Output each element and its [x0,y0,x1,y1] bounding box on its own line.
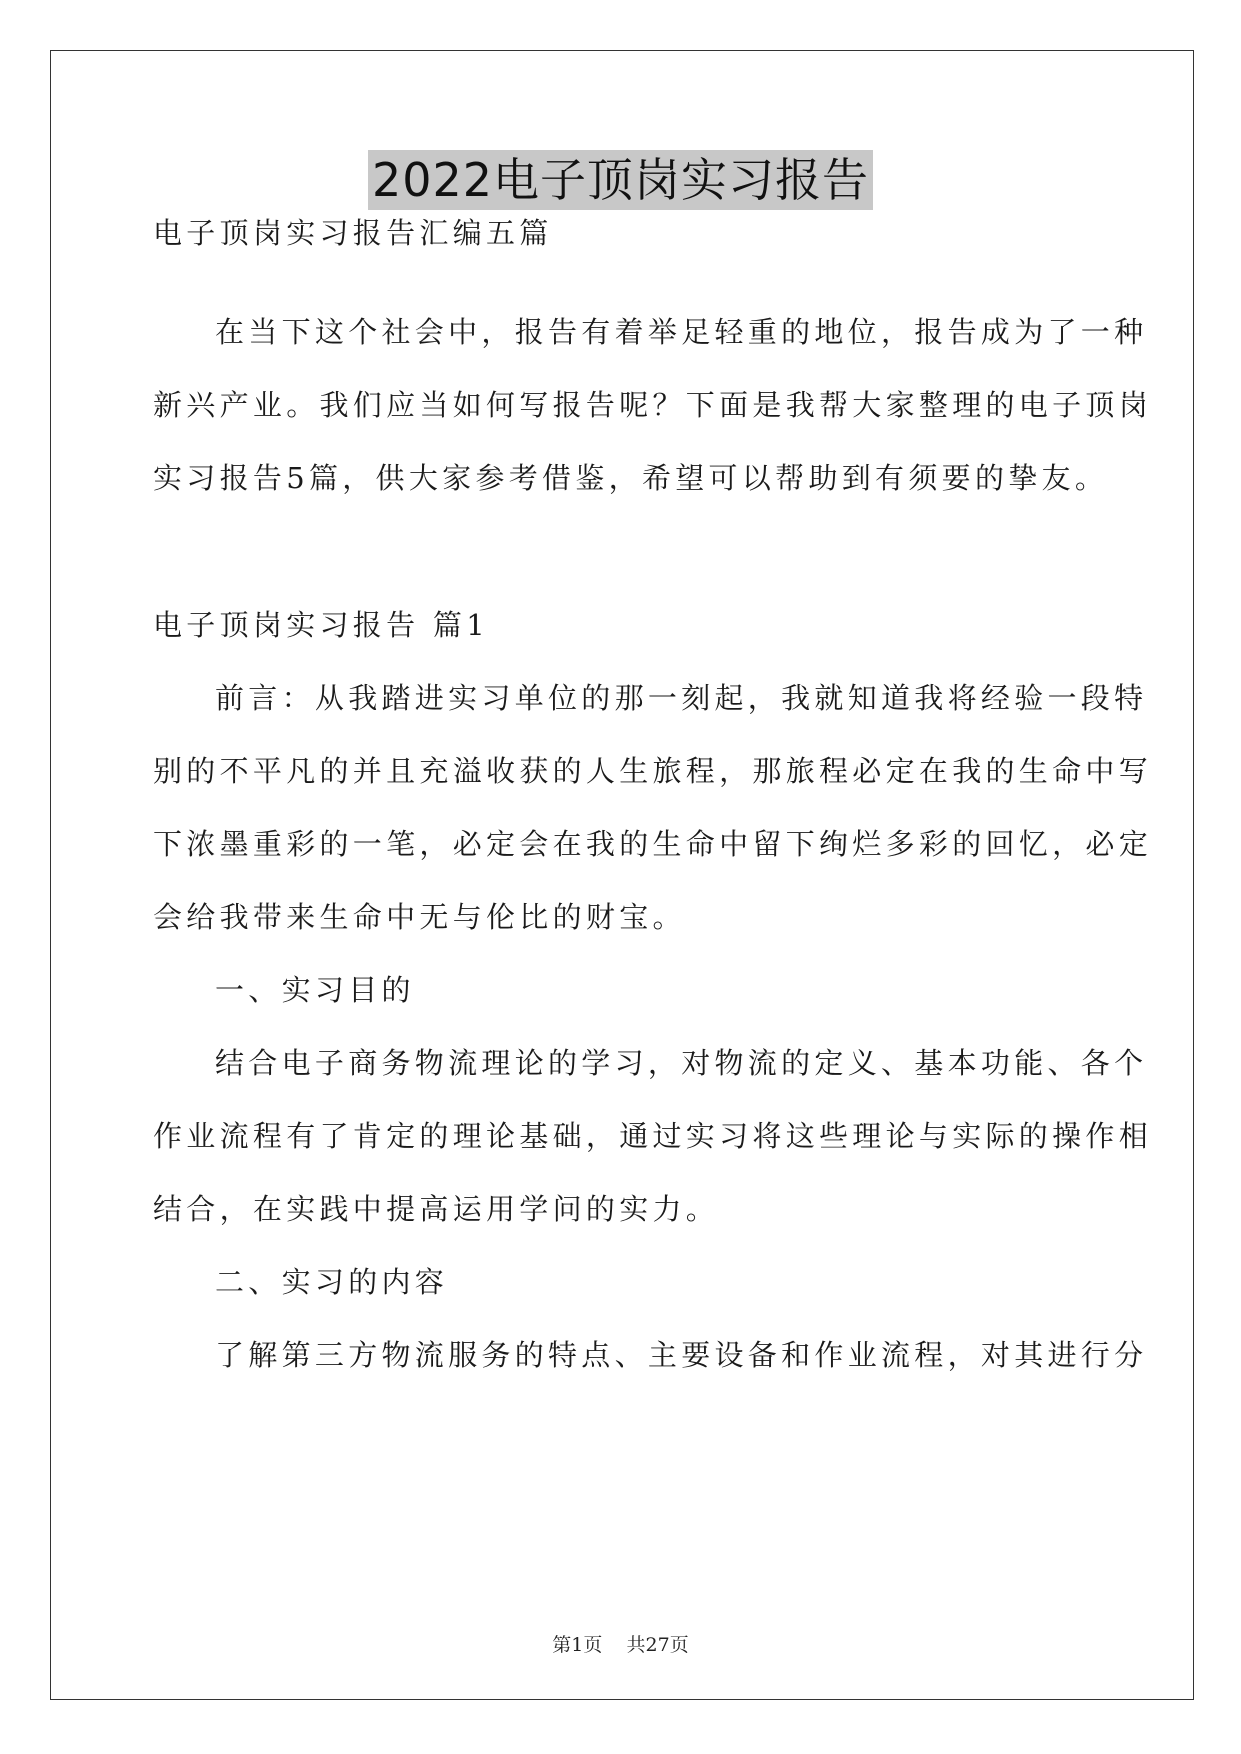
page-footer [0,1630,1241,1657]
title-container [0,150,1241,210]
document-title: 2022电子顶岗实习报告 [368,150,873,210]
page-border [50,50,1194,1700]
heading-purpose: 一、实习目的 [215,973,415,1007]
purpose-line: 结合，在实践中提高运用学问的实力。 [153,1192,720,1226]
intro-line: 实习报告5篇，供大家参考借鉴，希望可以帮助到有须要的挚友。 [153,461,1109,495]
intro-line: 在当下这个社会中，报告有着举足轻重的地位，报告成为了一种 [215,315,1148,349]
intro-line: 新兴产业。我们应当如何写报告呢？下面是我帮大家整理的电子顶岗 [153,388,1153,422]
purpose-line: 作业流程有了肯定的理论基础，通过实习将这些理论与实际的操作相 [153,1119,1153,1153]
page-total: 共27页 [626,1634,689,1656]
heading-content: 二、实习的内容 [215,1265,449,1299]
preface-line: 会给我带来生命中无与伦比的财宝。 [153,900,686,934]
page-number: 第1页 [552,1634,603,1656]
section-heading: 电子顶岗实习报告 篇1 [153,608,489,642]
content-line: 了解第三方物流服务的特点、主要设备和作业流程，对其进行分 [215,1338,1148,1372]
document-subtitle: 电子顶岗实习报告汇编五篇 [153,216,553,250]
preface-line: 别的不平凡的并且充溢收获的人生旅程，那旅程必定在我的生命中写 [153,754,1153,788]
preface-line: 下浓墨重彩的一笔，必定会在我的生命中留下绚烂多彩的回忆，必定 [153,827,1153,861]
purpose-line: 结合电子商务物流理论的学习，对物流的定义、基本功能、各个 [215,1046,1148,1080]
preface-line: 前言：从我踏进实习单位的那一刻起，我就知道我将经验一段特 [215,681,1148,715]
